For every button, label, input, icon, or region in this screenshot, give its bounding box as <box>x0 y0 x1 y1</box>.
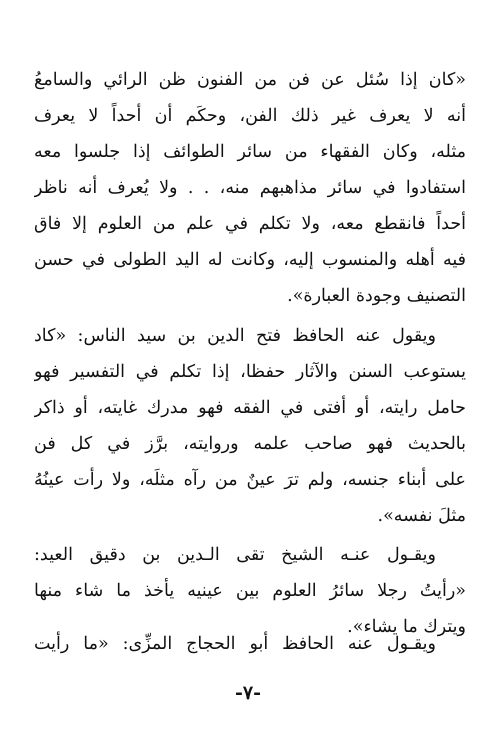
text-line: حامل رايته، أو أفتى في الفقه فهو مدرك غايته، أو ذاكر <box>34 398 466 418</box>
text-line: يستوعب السنن والآثار حفظا، إذا تكلم في التفسير فهو <box>34 362 466 382</box>
text-line: أنه لا يعرف غير ذلك الفن، وحكَم أن أحداً لا يعرف <box>34 106 466 126</box>
text-line: على أبناء جنسه، ولم ترَ عينٌ من رآه مثلَه، ولا رأت عينُهُ <box>34 470 466 490</box>
text-line: التصنيف وجودة العبارة». <box>287 286 466 306</box>
text-line: مثلَ نفسه». <box>377 506 466 526</box>
paragraph-2 <box>34 318 466 534</box>
text-line: بالحديث فهو صاحب علمه وروايته، برَّز في كل فن <box>34 434 466 454</box>
text-line: مثله، وكان الفقهاء من سائر الطوائف إذا جلسوا معه <box>34 142 466 162</box>
text-line: ويقـول عنه الحافظ أبو الحجاج المزِّى: «ما رأيت <box>34 634 436 654</box>
text-line: استفادوا في سائر مذاهبهم منه، . . ولا يُعرف أنه ناظر <box>34 178 466 198</box>
text-line: فيه أهله والمنسوب إليه، وكانت له اليد الطولى في حسن <box>34 250 466 270</box>
text-line: ويقـول عنـه الشيخ تقى الـدين بن دقيق العيد: <box>34 545 436 565</box>
text-line: ويترك ما يشاء». <box>347 617 466 637</box>
page-number: -٧- <box>235 682 261 704</box>
text-line: «رأيتُ رجلا سائرُ العلوم بين عينيه يأخذ ما شاء منها <box>34 581 466 601</box>
text-line: أحداً فانقطع معه، ولا تكلم في علم من العلوم إلا فاق <box>34 214 466 234</box>
text-line: ويقول عنه الحافظ فتح الدين بن سيد الناس: «كاد <box>34 326 436 346</box>
paragraph-1 <box>34 62 466 314</box>
text-line: «كان إذا سُئل عن فن من الفنون ظن الرائي والسامعُ <box>34 70 466 90</box>
paragraph-4 <box>34 626 466 662</box>
